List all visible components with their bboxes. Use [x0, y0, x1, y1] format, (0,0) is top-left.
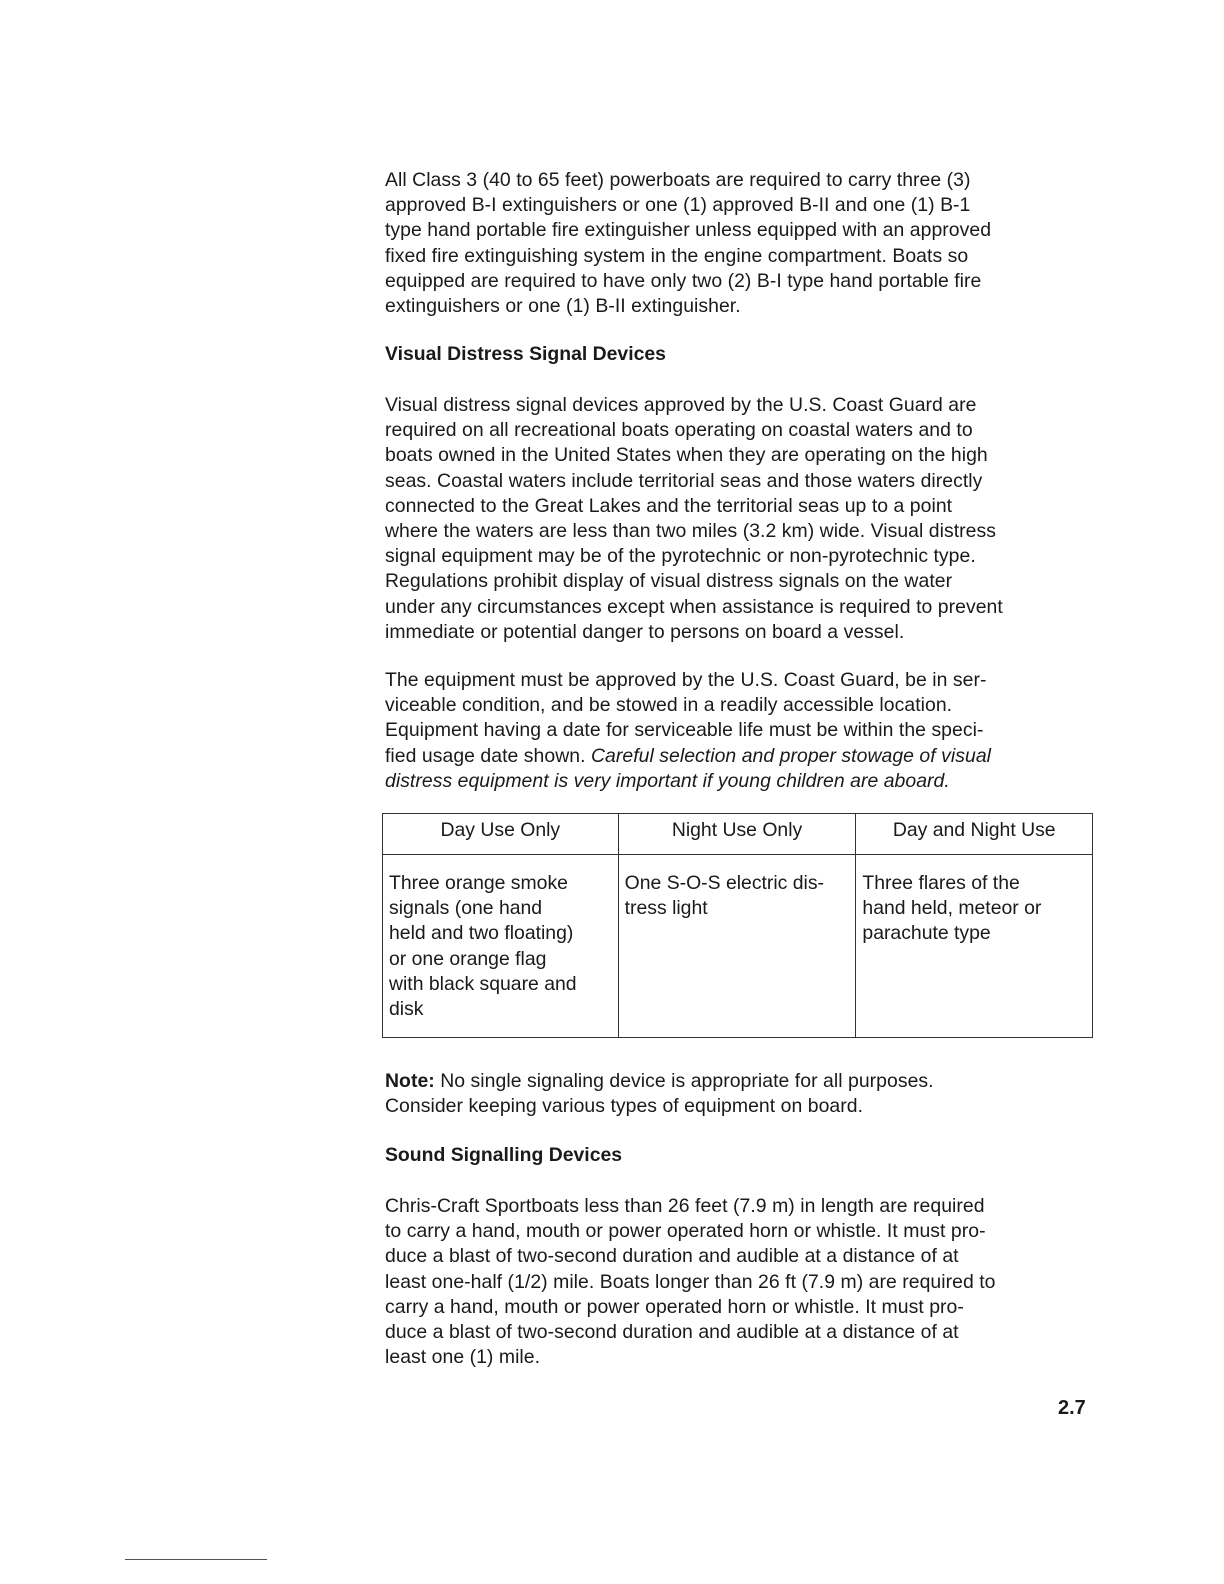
text-line: under any circumstances except when assistance is required to prevent	[385, 595, 1003, 618]
text-line: to carry a hand, mouth or power operated horn or whistle. It must pro-	[385, 1220, 986, 1243]
cell-line: or one orange flag	[389, 947, 547, 970]
text-line: duce a blast of two-second duration and audible at a distance of at	[385, 1245, 959, 1268]
italic-emphasis: distress equipment is very important if young children are aboard.	[385, 769, 950, 792]
column-header-night: Night Use Only	[618, 814, 856, 855]
text-line: fixed fire extinguishing system in the engine compartment. Boats so	[385, 244, 969, 267]
note-paragraph	[385, 1069, 1095, 1119]
italic-emphasis: Careful selection and proper stowage of visual	[590, 744, 992, 767]
cell-line: Three orange smoke	[389, 872, 568, 894]
text-line	[385, 1069, 1095, 1094]
text-line: least one (1) mile.	[385, 1346, 541, 1369]
fire-extinguisher-paragraph	[385, 168, 1095, 319]
sound-signalling-paragraph	[385, 1194, 1095, 1370]
note-label: Note:	[385, 1070, 435, 1092]
text-line: duce a blast of two-second duration and audible at a distance of at	[385, 1321, 959, 1344]
cell-line: held and two floating)	[389, 922, 574, 945]
text-line: The equipment must be approved by the U.S. Coast Guard, be in ser-	[385, 669, 987, 691]
cell-line: signals (one hand	[389, 897, 543, 920]
cell-line: One S-O-S electric dis-	[624, 872, 824, 894]
text-line: viceable condition, and be stowed in a readily accessible location.	[385, 694, 953, 717]
plain-text: fied usage date shown.	[385, 744, 591, 767]
cell-line: hand held, meteor or	[862, 897, 1042, 920]
table-row	[383, 855, 1093, 1038]
text-line: Regulations prohibit display of visual distress signals on the water	[385, 570, 953, 593]
cell-line: disk	[389, 998, 424, 1021]
visual-distress-heading: Visual Distress Signal Devices	[385, 343, 666, 365]
table-cell-night	[618, 855, 856, 1038]
footer-divider	[125, 1559, 267, 1560]
text-line: boats owned in the United States when they are operating on the high	[385, 444, 988, 467]
sound-signalling-heading: Sound Signalling Devices	[385, 1144, 623, 1166]
text-line: seas. Coastal waters include territorial seas and those waters directly	[385, 469, 983, 492]
page-number: 2.7	[1058, 1397, 1086, 1419]
plain-text: No single signaling device is appropriate for all purposes.	[434, 1070, 934, 1092]
text-line: least one-half (1/2) mile. Boats longer than 26 ft (7.9 m) are required to	[385, 1270, 996, 1293]
text-line: type hand portable fire extinguisher unless equipped with an approved	[385, 219, 992, 242]
table-cell-day-night	[856, 855, 1093, 1038]
equipment-requirements-paragraph	[385, 668, 1095, 794]
text-line: All Class 3 (40 to 65 feet) powerboats are required to carry three (3)	[385, 169, 971, 191]
text-line: connected to the Great Lakes and the territorial seas up to a point	[385, 494, 953, 517]
text-line: extinguishers or one (1) B-II extinguisher.	[385, 295, 741, 318]
cell-line: parachute type	[862, 922, 991, 945]
text-line: required on all recreational boats operating on coastal waters and to	[385, 419, 973, 442]
text-line: Consider keeping various types of equipment on board.	[385, 1095, 864, 1118]
text-line: Chris-Craft Sportboats less than 26 feet (7.9 m) in length are required	[385, 1195, 985, 1217]
column-header-day: Day Use Only	[383, 814, 619, 855]
signal-devices-table	[382, 813, 1093, 1038]
cell-line: Three flares of the	[862, 872, 1020, 894]
text-line: approved B-I extinguishers or one (1) approved B-II and one (1) B-1	[385, 194, 971, 217]
text-line: signal equipment may be of the pyrotechnic or non-pyrotechnic type.	[385, 545, 976, 568]
text-line: immediate or potential danger to persons on board a vessel.	[385, 620, 905, 643]
cell-line: with black square and	[389, 972, 577, 995]
table-header-row	[383, 814, 1093, 855]
column-header-day-night: Day and Night Use	[856, 814, 1093, 855]
text-line: where the waters are less than two miles (3.2 km) wide. Visual distress	[385, 520, 997, 543]
visual-distress-paragraph	[385, 393, 1095, 645]
text-line: Visual distress signal devices approved by the U.S. Coast Guard are	[385, 394, 977, 416]
text-line: equipped are required to have only two (2) B-I type hand portable fire	[385, 269, 982, 292]
table-cell-day	[383, 855, 619, 1038]
text-line: carry a hand, mouth or power operated horn or whistle. It must pro-	[385, 1295, 964, 1318]
text-line: Equipment having a date for serviceable life must be within the speci-	[385, 719, 984, 742]
text-line	[385, 744, 1095, 769]
cell-line: tress light	[624, 897, 708, 920]
